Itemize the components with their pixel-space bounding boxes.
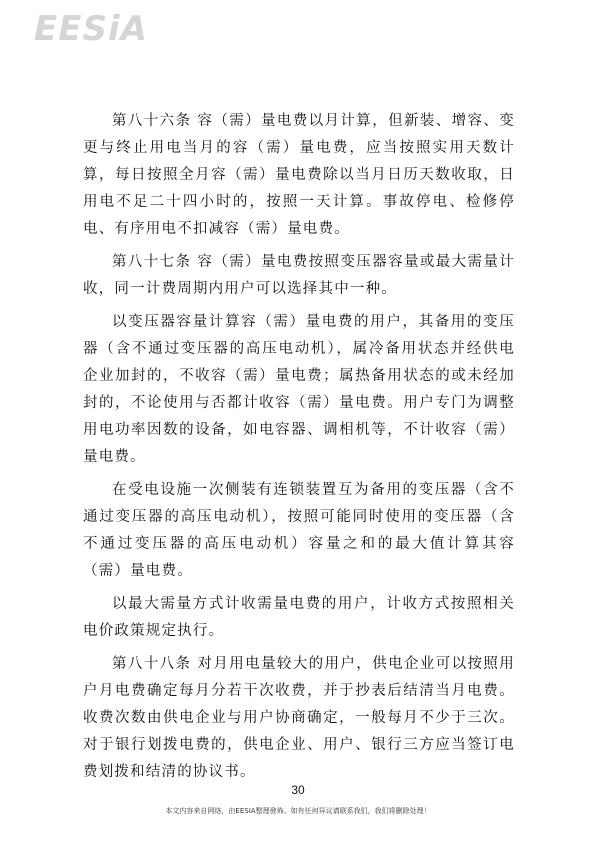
eesia-logo: EESiA: [34, 9, 148, 49]
paragraph-transformer-capacity: 以变压器容量计算容（需）量电费的用户，其备用的变压器（含不通过变压器的高压电动机），属冷备用状态并经供电企业加封的，不收容（需）量电费；属热备用状态的或未经加封的，不论使用与否都计收容（需）量电费。用户专门为调整用电功率因数的设备，如电容器、调相机等，不计收容（需）量电费。: [83, 314, 515, 465]
paragraph-article-86: 第八十六条 容（需）量电费以月计算，但新装、增容、变更与终止用电当月的容（需）量电费，应当按照实用天数计算，每日按照全月容（需）量电费除以当月日历天数收取，日用电不足二十四小时的，按照一天计算。事故停电、检修停电、有序用电不扣减容（需）量电费。: [83, 113, 515, 237]
footer-disclaimer: 本文内容来自网络，由EESIA整理發佈。如有任何异议请联系我们，我们将删除处理！: [165, 807, 431, 815]
page-number: 30: [291, 783, 305, 797]
paragraph-max-demand: 以最大需量方式计收需量电费的用户，计收方式按照相关电价政策规定执行。: [83, 596, 515, 639]
document-body: [83, 108, 515, 792]
paragraph-interlocked-transformers: 在受电设施一次侧装有连锁装置互为备用的变压器（含不通过变压器的高压电动机），按照可能同时使用的变压器（含不通过变压器的高压电动机）容量之和的最大值计算其容（需）量电费。: [83, 482, 515, 579]
paragraph-article-87: 第八十七条 容（需）量电费按照变压器容量或最大需量计收，同一计费周期内用户可以选择其中一种。: [83, 254, 515, 297]
paragraph-article-88: 第八十八条 对月用电量较大的用户，供电企业可以按照用户月电费确定每月分若干次收费，并于抄表后结清当月电费。收费次数由供电企业与用户协商确定，一般每月不少于三次。对于银行划拨电费的，供电企业、用户、银行三方应当签订电费划拨和结清的协议书。: [83, 656, 515, 780]
